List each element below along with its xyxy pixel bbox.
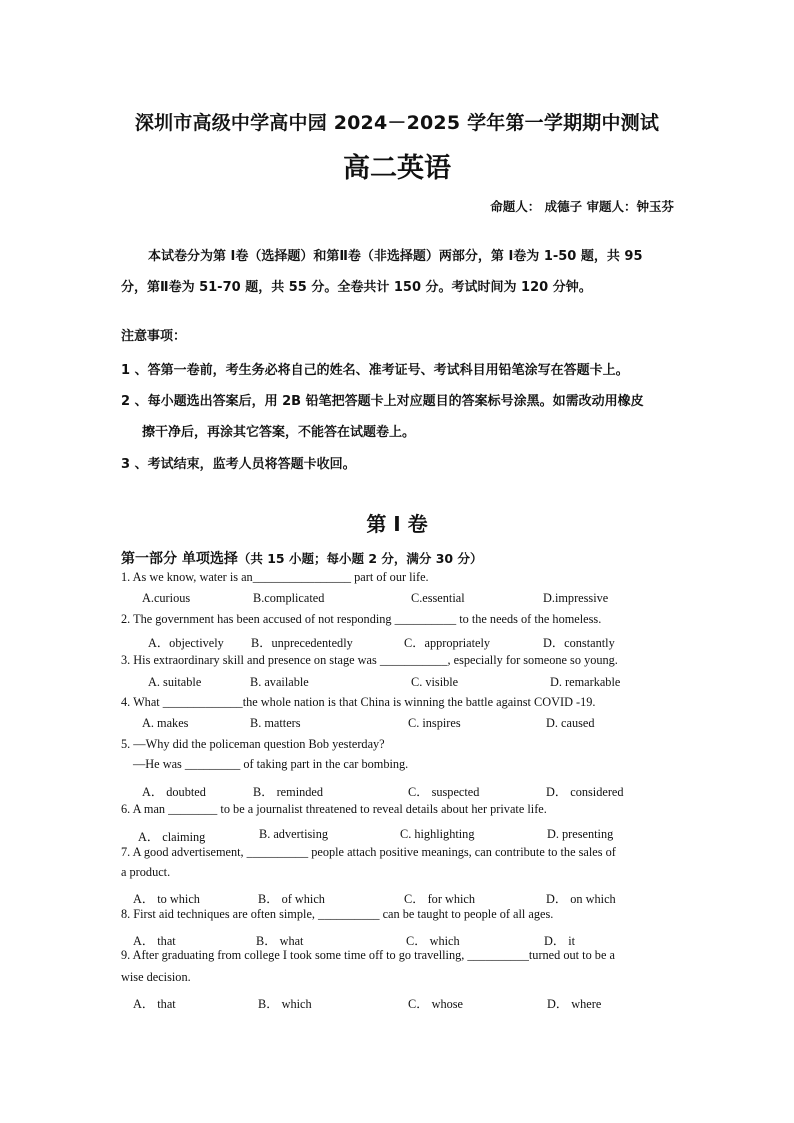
question-1-option-c: C.essential [411,591,465,605]
part-title: 第一部分 单项选择 [121,551,238,567]
question-9-stem-cont: wise decision. [121,970,191,984]
question-6-stem: 6. A man ________ to be a journalist threatened to reveal details about her private life. [121,802,547,816]
question-3-option-d: D. remarkable [550,675,621,689]
question-1-option-d: D.impressive [543,591,609,605]
question-5-stem-cont: —He was _________ of taking part in the car bombing. [133,757,409,771]
question-8-option-b: B． what [256,934,304,948]
question-8-option-c: C． which [406,934,460,948]
question-1-stem: 1. As we know, water is an________________ part of our life. [121,570,429,584]
question-5-option-b: B． reminded [253,785,324,799]
question-5-option-a: A． doubted [142,785,206,799]
intro-line-2: 分，第Ⅱ卷为 51-70 题，共 55 分。全卷共计 150 分。考试时间为 120 分钟。 [121,280,592,295]
question-2-stem: 2. The government has been accused of not responding __________ to the needs of the homeless. [121,612,602,626]
question-9-option-a: A． that [133,997,176,1011]
question-5-stem: 5. —Why did the policeman question Bob yesterday? [121,737,385,751]
question-4-stem: 4. What _____________the whole nation is that China is winning the battle against COVID -19. [121,695,596,709]
question-8-option-d: D． it [544,934,576,948]
question-7-stem-cont: a product. [121,865,171,879]
author-line: 命题人： 成德子 审题人：钟玉芬 [490,199,674,214]
question-5-option-c: C． suspected [408,785,480,799]
intro-line-1: 本试卷分为第 Ⅰ卷（选择题）和第Ⅱ卷（非选择题）两部分，第 Ⅰ卷为 1-50 题，共 95 [148,249,643,264]
question-7-stem: 7. A good advertisement, __________ people attach positive meanings, can contribute to the sales of [121,845,616,859]
section-title: 第 I 卷 [366,512,428,536]
notice-item-1: 1 、答第一卷前，考生务必将自己的姓名、准考证号、考试科目用铅笔涂写在答题卡上。 [121,363,629,378]
question-1-option-b: B.complicated [253,591,325,605]
notice-item-3: 3 、考试结束，监考人员将答题卡收回。 [121,457,356,472]
question-9-option-b: B． which [258,997,312,1011]
question-5-option-d: D． considered [546,785,624,799]
question-2-option-c: C．appropriately [404,636,491,650]
question-6-option-b: B. advertising [259,827,328,841]
question-4-option-b: B. matters [250,716,301,730]
question-6-option-d: D. presenting [547,827,614,841]
question-4-option-c: C. inspires [408,716,461,730]
part-note: （共 15 小题；每小题 2 分，满分 30 分） [237,551,483,566]
question-8-option-a: A． that [133,934,176,948]
part-heading [121,548,482,568]
question-1-option-a: A.curious [142,591,191,605]
question-9-option-c: C． whose [408,997,463,1011]
exam-subject: 高二英语 [343,153,451,184]
question-9-option-d: D． where [547,997,602,1011]
question-3-option-b: B. available [250,675,309,689]
question-9-stem: 9. After graduating from college I took some time off to go travelling, __________turned out to be a [121,948,615,962]
question-6-option-a: A． claiming [138,830,206,844]
question-3-option-a: A. suitable [148,675,202,689]
question-2-option-b: B．unprecedentedly [251,636,353,650]
notice-heading: 注意事项： [121,329,187,344]
question-7-option-b: B． of which [258,892,325,906]
question-7-option-d: D． on which [546,892,616,906]
question-7-option-a: A． to which [133,892,200,906]
notice-item-2-cont: 擦干净后，再涂其它答案，不能答在试题卷上。 [142,425,416,440]
exam-title: 深圳市高级中学高中园 2024－2025 学年第一学期期中测试 [134,112,660,134]
question-2-option-d: D．constantly [543,636,615,650]
notice-item-2: 2 、每小题选出答案后，用 2B 铅笔把答题卡上对应题目的答案标号涂黑。如需改动用橡皮 [121,394,644,409]
question-6-option-c: C. highlighting [400,827,475,841]
question-8-stem: 8. First aid techniques are often simple, __________ can be taught to people of all ages. [121,907,554,921]
question-4-option-d: D. caused [546,716,595,730]
question-7-option-c: C． for which [404,892,476,906]
question-2-option-a: A．objectively [148,636,224,650]
question-4-option-a: A. makes [142,716,189,730]
question-3-stem: 3. His extraordinary skill and presence on stage was ___________, especially for someone so young. [121,653,618,667]
question-3-option-c: C. visible [411,675,459,689]
